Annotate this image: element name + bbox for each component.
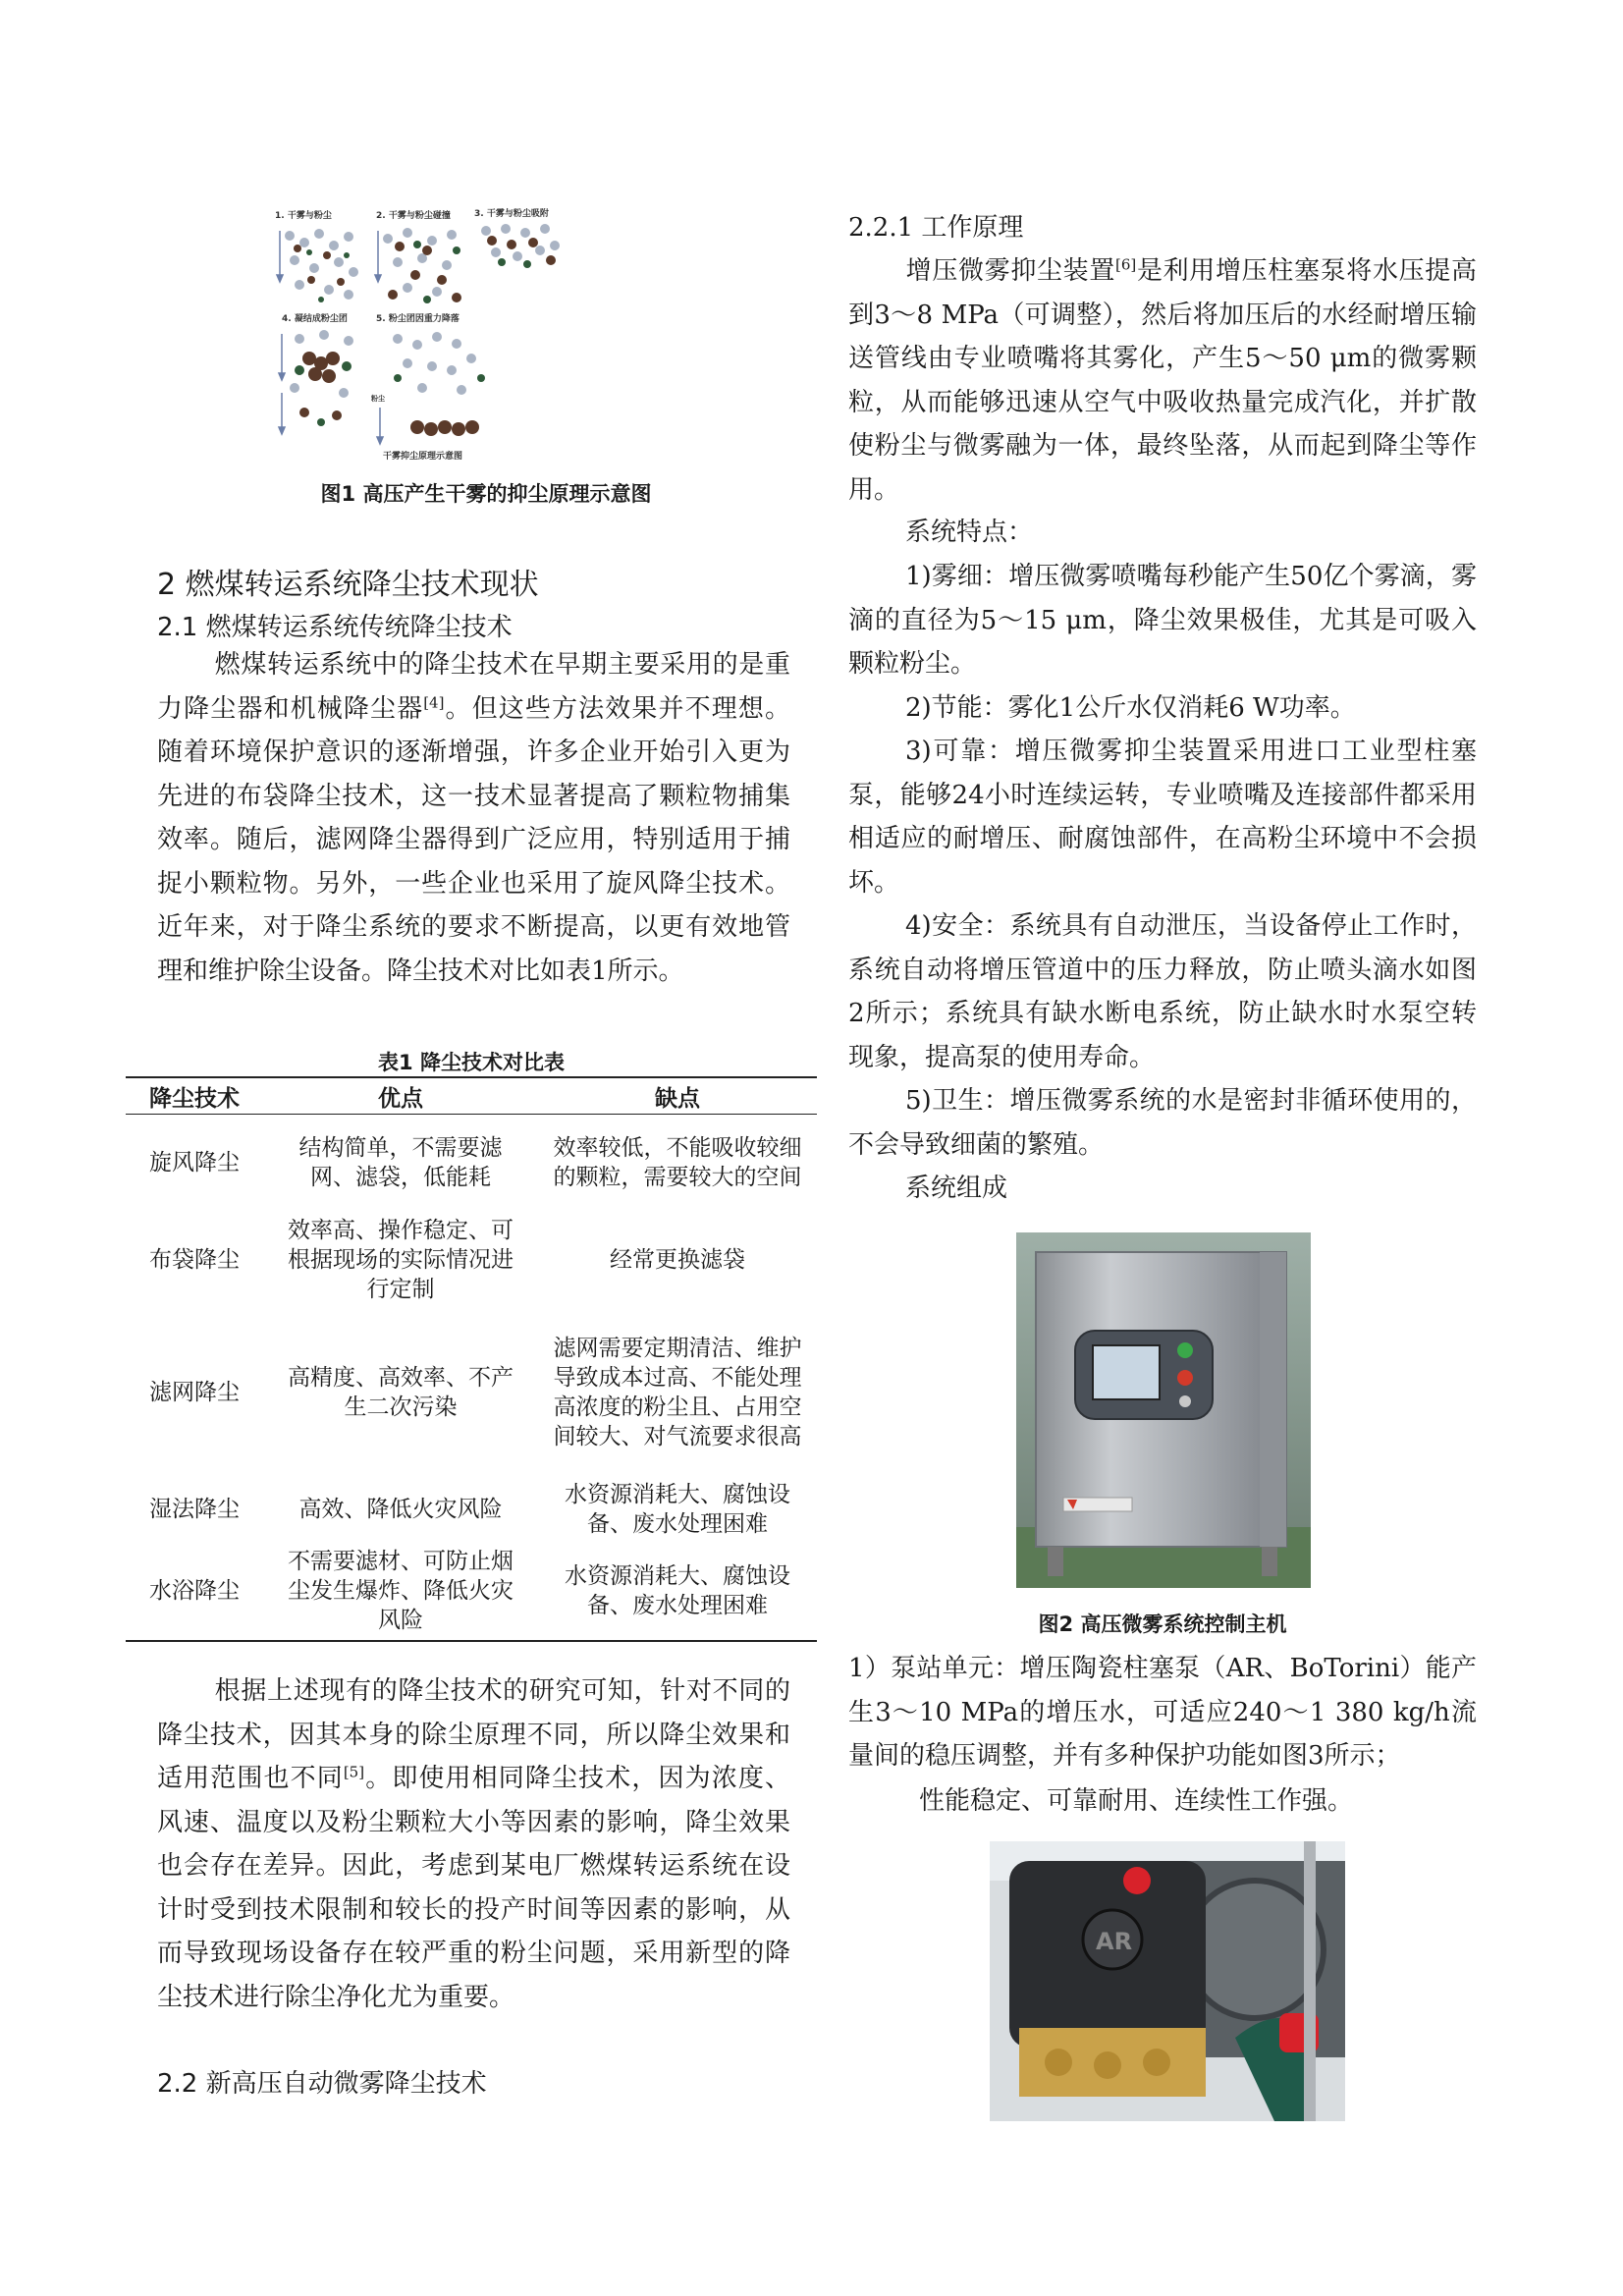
table1-cell-tech: 水浴降尘 <box>126 1543 263 1641</box>
table-row <box>126 1476 817 1543</box>
table1-cell-tech: 湿法降尘 <box>149 1496 240 1522</box>
pump-brand-logo: AR <box>1096 1928 1133 1955</box>
table1-cell-cons: 滤网需要定期清洁、维护导致成本过高、不能处理高浓度的粉尘且、占用空间较大、对气流要求很高 <box>553 1335 802 1449</box>
table1-cell-pros: 高精度、高效率、不产生二次污染 <box>288 1364 514 1420</box>
table1-caption: 表1 降尘技术对比表 <box>378 1051 565 1074</box>
table1-cell-pros: 不需要滤材、可防止烟尘发生爆炸、降低火灾风险 <box>263 1543 538 1641</box>
fig1-panel-5-label: 5. 粉尘团因重力降落 <box>376 314 460 324</box>
fig1-panel-2-label: 2. 干雾与粉尘碰撞 <box>376 211 451 221</box>
feature-5: 5)卫生：增压微雾系统的水是密封非循环使用的，不会导致细菌的繁殖。 <box>848 1086 1477 1160</box>
table1-cell-cons: 效率较低，不能吸收较细的颗粒，需要较大的空间 <box>553 1134 802 1190</box>
table1-header: 降尘技术 <box>126 1077 263 1115</box>
table1-cell-pros: 效率高、操作稳定、可根据现场的实际情况进行定制 <box>288 1217 514 1302</box>
table1-cell-tech: 旋风降尘 <box>149 1149 240 1175</box>
table1-cell-cons: 水资源消耗大、腐蚀设备、废水处理困难 <box>538 1543 817 1641</box>
section22-heading: 2.2 新高压自动微雾降尘技术 <box>157 2069 487 2099</box>
figure1-diagram <box>260 201 574 466</box>
section21-heading: 2.1 燃煤转运系统传统降尘技术 <box>157 613 513 642</box>
table-row <box>126 1309 817 1476</box>
pump-station-paragraph: 1）泵站单元：增压陶瓷柱塞泵（AR、BoTorini）能产生3～10 MPa的增压水，可适应240～1 380 kg/h流量间的稳压调整，并有多种保护功能如图3所示； <box>848 1654 1477 1771</box>
section2-heading: 2 燃煤转运系统降尘技术现状 <box>157 568 539 602</box>
table1-header: 缺点 <box>538 1077 817 1115</box>
table1-cell-pros: 高效、降低火灾风险 <box>298 1496 503 1522</box>
table1 <box>126 1076 817 1642</box>
feature-4: 4)安全：系统具有自动泄压，当设备停止工作时，系统自动将增压管道中的压力释放，防止喷头滴水如图2所示；系统具有缺水断电系统，防止缺水时水泵空转现象，提高泵的使用寿命。 <box>848 911 1477 1072</box>
section221-heading: 2.2.1 工作原理 <box>848 213 1024 243</box>
figure3-photo <box>990 1841 1345 2121</box>
fig1-panel-3-label: 3. 干雾与粉尘吸附 <box>474 209 549 219</box>
table-row <box>126 1211 817 1309</box>
table1-cell-pros: 结构简单，不需要滤网、滤袋，低能耗 <box>298 1134 503 1190</box>
composition-title: 系统组成 <box>905 1174 1008 1203</box>
section21-paragraph1: 燃煤转运系统中的降尘技术在早期主要采用的是重力降尘器和机械降尘器[4]。但这些方法效果并不理想。随着环境保护意识的逐渐增强，许多企业开始引入更为先进的布袋降尘技术，这一技术显著提高了颗粒物捕集效率。随后，滤网降尘器得到广泛应用，特别适用于捕捉小颗粒物。另外，一些企业也采用了旋风降尘技术。近年来，对于降尘系统的要求不断提高，以更有效地管理和维护除尘设备。降尘技术对比如表1所示。 <box>157 650 790 986</box>
fig1-panel-4-label: 4. 凝结成粉尘团 <box>282 314 348 324</box>
table-row <box>126 1115 817 1211</box>
fig1-inner-caption: 干雾抑尘原理示意图 <box>383 452 463 462</box>
table-row <box>126 1543 817 1641</box>
section21-paragraph2: 根据上述现有的降尘技术的研究可知，针对不同的降尘技术，因其本身的除尘原理不同，所以降尘效果和适用范围也不同[5]。即使用相同降尘技术，因为浓度、风速、温度以及粉尘颗粒大小等因素的影响，降尘效果也会存在差异。因此，考虑到某电厂燃煤转运系统在设计时受到技术限制和较长的投产时间等因素的影响，从而导致现场设备存在较严重的粉尘问题，采用新型的降尘技术进行除尘净化尤为重要。 <box>157 1676 790 2012</box>
table1-header-row <box>126 1077 817 1115</box>
table1-header: 优点 <box>263 1077 538 1115</box>
figure1-caption: 图1 高压产生干雾的抑尘原理示意图 <box>320 482 652 506</box>
table1-cell-cons: 水资源消耗大、腐蚀设备、废水处理困难 <box>565 1481 790 1537</box>
figure2-caption: 图2 高压微雾系统控制主机 <box>1038 1613 1287 1636</box>
fig1-side-label: 粉尘 <box>371 395 385 403</box>
table1-cell-cons: 经常更换滤袋 <box>610 1246 745 1273</box>
table1-cell-tech: 布袋降尘 <box>149 1246 240 1273</box>
figure2-photo <box>1016 1232 1311 1588</box>
features-title: 系统特点： <box>905 518 1034 547</box>
feature-3: 3)可靠：增压微雾抑尘装置采用进口工业型柱塞泵，能够24小时连续运转，专业喷嘴及连接部件都采用相适应的耐增压、耐腐蚀部件，在高粉尘环境中不会损坏。 <box>848 737 1477 898</box>
pump-station-paragraph2: 性能稳定、可靠耐用、连续性工作强。 <box>919 1786 1354 1816</box>
section221-paragraph1: 增压微雾抑尘装置[6]是利用增压柱塞泵将水压提高到3～8 MPa（可调整），然后将加压后的水经耐增压输送管线由专业喷嘴将其雾化，产生5～50 μm的微雾颗粒，从而能够迅速从空气中吸收热量完成汽化，并扩散使粉尘与微雾融为一体，最终坠落，从而起到降尘等作用。 <box>848 255 1477 505</box>
table1-cell-tech: 滤网降尘 <box>149 1379 240 1405</box>
feature-1: 1)雾细：增压微雾喷嘴每秒能产生50亿个雾滴，雾滴的直径为5～15 μm，降尘效果极佳，尤其是可吸入颗粒粉尘。 <box>848 562 1477 679</box>
feature-2: 2)节能：雾化1公斤水仅消耗6 W功率。 <box>905 693 1356 723</box>
fig1-dots <box>277 224 560 444</box>
fig1-panel-1-label: 1. 干雾与粉尘 <box>275 211 332 221</box>
